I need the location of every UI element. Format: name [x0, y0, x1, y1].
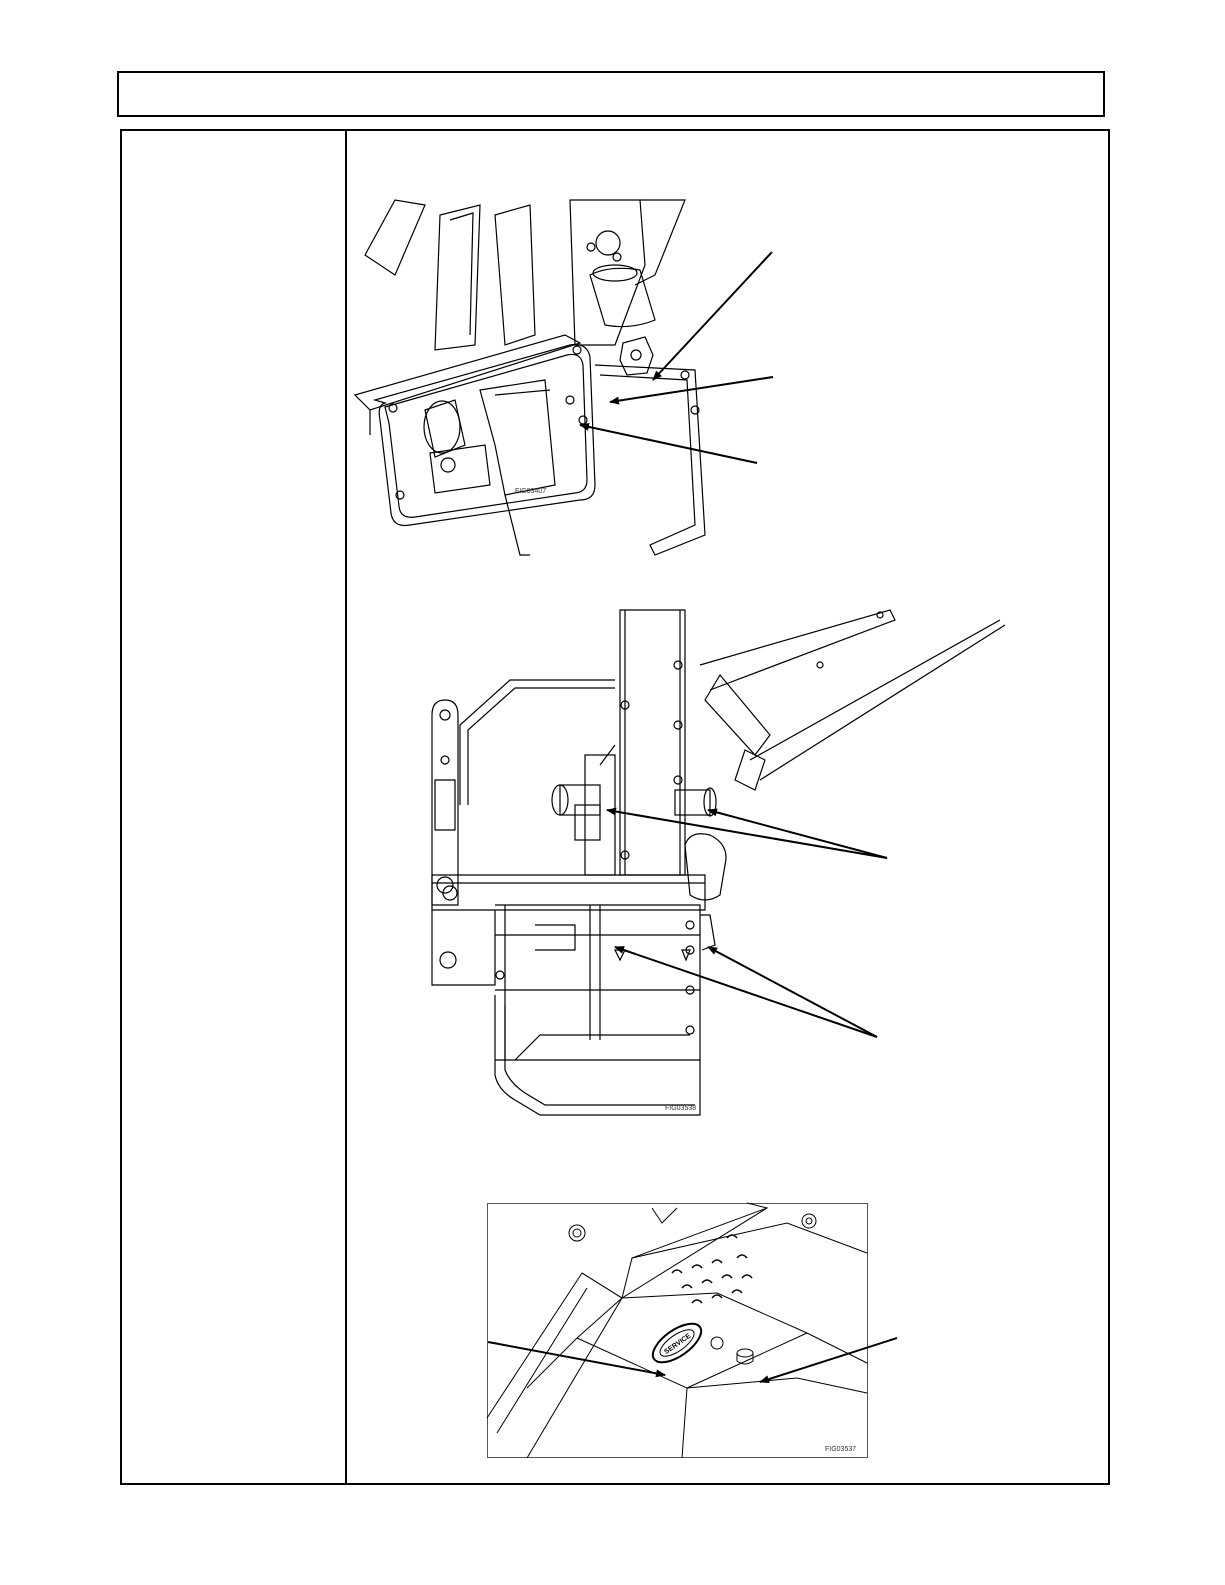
- figure-3-id: FIG03537: [825, 1446, 857, 1453]
- callout-arrow-1b: [610, 377, 773, 402]
- callout-arrow-3b: [760, 1338, 897, 1382]
- callout-arrow-1c: [580, 425, 757, 463]
- callout-arrow-1a: [653, 252, 772, 380]
- figure-2-id: FIG03538: [665, 1105, 697, 1112]
- callout-arrow-2b: [708, 810, 887, 858]
- callout-arrow-3a: [488, 1342, 665, 1375]
- figure-1-id: FIG03407: [515, 488, 547, 495]
- callout-arrow-2c: [615, 947, 877, 1037]
- cap-marking: SERVICE: [663, 1332, 693, 1356]
- callout-arrow-2a: [607, 810, 887, 858]
- callout-arrow-2d: [708, 947, 877, 1037]
